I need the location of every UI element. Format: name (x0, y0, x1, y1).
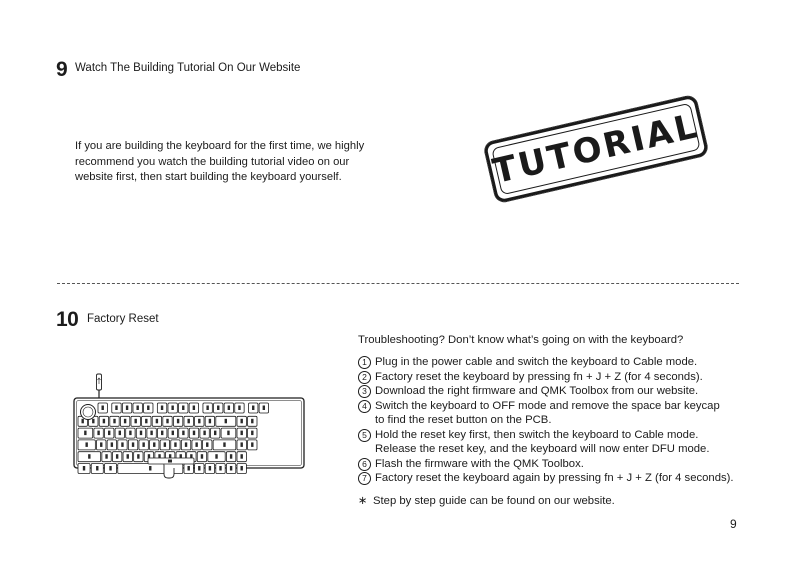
reset-steps-list (358, 355, 778, 486)
keycap-legend (188, 419, 190, 424)
reset-step (358, 471, 778, 486)
keycap-legend (188, 466, 190, 471)
keycap-legend (116, 454, 118, 459)
step-text: Flash the firmware with the QMK Toolbox. (375, 457, 584, 470)
keycap-legend (206, 406, 208, 411)
keycap-legend (105, 454, 107, 459)
keycap-legend (153, 442, 155, 447)
keycap-legend (182, 406, 184, 411)
section-9-intro (75, 139, 415, 186)
keycap-legend (137, 454, 139, 459)
step-number-badge: 3 (358, 385, 371, 398)
keycap-legend (182, 431, 184, 436)
troubleshooting-question: Troubleshooting? Don’t know what’s going on with the keyboard? (358, 334, 684, 346)
usb-cable-icon (97, 374, 102, 398)
keycap-legend (84, 431, 86, 436)
step-number-badge: 7 (358, 472, 371, 485)
intro-line: recommend you watch the building tutorial video on our (75, 155, 350, 168)
keycap-legend (92, 419, 94, 424)
keycap-legend (140, 431, 142, 436)
keycap-legend (251, 442, 253, 447)
keycap-legend (164, 442, 166, 447)
step-text: Switch the keyboard to OFF mode and remove the space bar keycap (375, 399, 720, 412)
section-9-number: 9 (56, 58, 68, 81)
keycap-legend (238, 406, 240, 411)
keycap-legend (209, 419, 211, 424)
keycap-legend (241, 431, 243, 436)
reset-step (358, 428, 778, 457)
keycap-legend (241, 442, 243, 447)
section-9-title: Watch The Building Tutorial On Our Website (75, 62, 301, 74)
keycap-legend (147, 406, 149, 411)
keycap-legend (161, 406, 163, 411)
keycap-legend (195, 442, 197, 447)
keycap-legend (252, 406, 254, 411)
keycap-legend (149, 466, 151, 471)
step-number-badge: 2 (358, 371, 371, 384)
keycap-legend (96, 466, 98, 471)
page-number: 9 (730, 517, 737, 531)
keycap-legend (161, 431, 163, 436)
keycap-legend (228, 406, 230, 411)
keycap-legend (102, 406, 104, 411)
keycap-legend (113, 419, 115, 424)
keycap-legend (174, 442, 176, 447)
step-text: Download the right firmware and QMK Toolbox from our website. (375, 385, 699, 397)
keycap-legend (83, 466, 85, 471)
keycap-legend (127, 454, 129, 459)
keycap-legend (251, 419, 253, 424)
keycap-legend (109, 466, 111, 471)
keycap-legend (241, 419, 243, 424)
reset-step (358, 370, 778, 385)
step-text: Hold the reset key first, then switch the keyboard to Cable mode. (375, 428, 699, 441)
step-text: Plug in the power cable and switch the keyboard to Cable mode. (375, 356, 698, 368)
step-text: to find the reset button on the PCB. (375, 414, 552, 426)
keycap-legend (241, 454, 243, 459)
section-10-title: Factory Reset (87, 313, 159, 325)
step-number-badge: 4 (358, 400, 371, 413)
keycap-legend (145, 419, 147, 424)
keycap-legend (177, 419, 179, 424)
guide-note-text: Step by step guide can be found on our website. (373, 495, 615, 507)
keycap-legend (103, 419, 105, 424)
keycap-legend (230, 466, 232, 471)
keycap-legend (126, 406, 128, 411)
keycap-legend (97, 431, 99, 436)
step-number-badge: 5 (358, 429, 371, 442)
keycap-legend (201, 454, 203, 459)
keycap-legend (108, 431, 110, 436)
step-number-badge: 1 (358, 356, 371, 369)
keycap-legend (82, 419, 84, 424)
step-text: Release the reset key, and the keyboard will now enter DFU mode. (375, 443, 710, 455)
keycap-legend (119, 431, 121, 436)
keyboard-illustration-icon (72, 372, 308, 484)
keycap-legend (217, 406, 219, 411)
keycap-legend (136, 406, 138, 411)
keycap-legend (206, 442, 208, 447)
intro-line: If you are building the keyboard for the first time, we highly (75, 140, 365, 152)
keycap-legend (227, 431, 229, 436)
keycap-legend (230, 454, 232, 459)
keycap-legend (135, 419, 137, 424)
keycap-legend (225, 419, 227, 424)
keycap-legend (223, 442, 225, 447)
tutorial-stamp (483, 94, 709, 203)
keycap-legend (203, 431, 205, 436)
keycap-legend (166, 419, 168, 424)
keycap-legend (124, 419, 126, 424)
keycap-legend (241, 466, 243, 471)
keycap-legend (193, 431, 195, 436)
keycap-legend (142, 442, 144, 447)
keycap-legend (121, 442, 123, 447)
keycap-legend (215, 454, 217, 459)
tutorial-stamp-text: TUTORIAL (489, 105, 703, 193)
step-number-badge: 6 (358, 458, 371, 471)
keycap-legend (209, 466, 211, 471)
keycap-legend (263, 406, 265, 411)
reset-step (358, 399, 778, 428)
reset-step (358, 384, 778, 399)
keycap-legend (198, 466, 200, 471)
keycap-legend (129, 431, 131, 436)
asterisk-icon: ∗ (358, 495, 368, 507)
keycap-legend (150, 431, 152, 436)
keycap-legend (132, 442, 134, 447)
keycap-legend (172, 431, 174, 436)
guide-note (358, 494, 615, 507)
keycap-legend (214, 431, 216, 436)
keycap-legend (198, 419, 200, 424)
keycap-legend (88, 454, 90, 459)
section-10-number: 10 (56, 308, 79, 331)
keycap-legend (193, 406, 195, 411)
step-text: Factory reset the keyboard by pressing fn + J + Z (for 4 seconds). (375, 370, 703, 383)
section-divider (57, 283, 739, 284)
step-text: Factory reset the keyboard again by pressing fn + J + Z (for 4 seconds). (375, 472, 734, 484)
keycap-legend (115, 406, 117, 411)
reset-step (358, 457, 778, 472)
keycap-legend (156, 419, 158, 424)
keycap-legend (85, 442, 87, 447)
keycap-legend (219, 466, 221, 471)
reset-step (358, 355, 778, 370)
keycap-legend (251, 431, 253, 436)
keycap-legend (111, 442, 113, 447)
keycap-legend (185, 442, 187, 447)
keycap-legend (171, 406, 173, 411)
keycap-legend (100, 442, 102, 447)
intro-line: website first, then start building the keyboard yourself. (75, 171, 342, 183)
